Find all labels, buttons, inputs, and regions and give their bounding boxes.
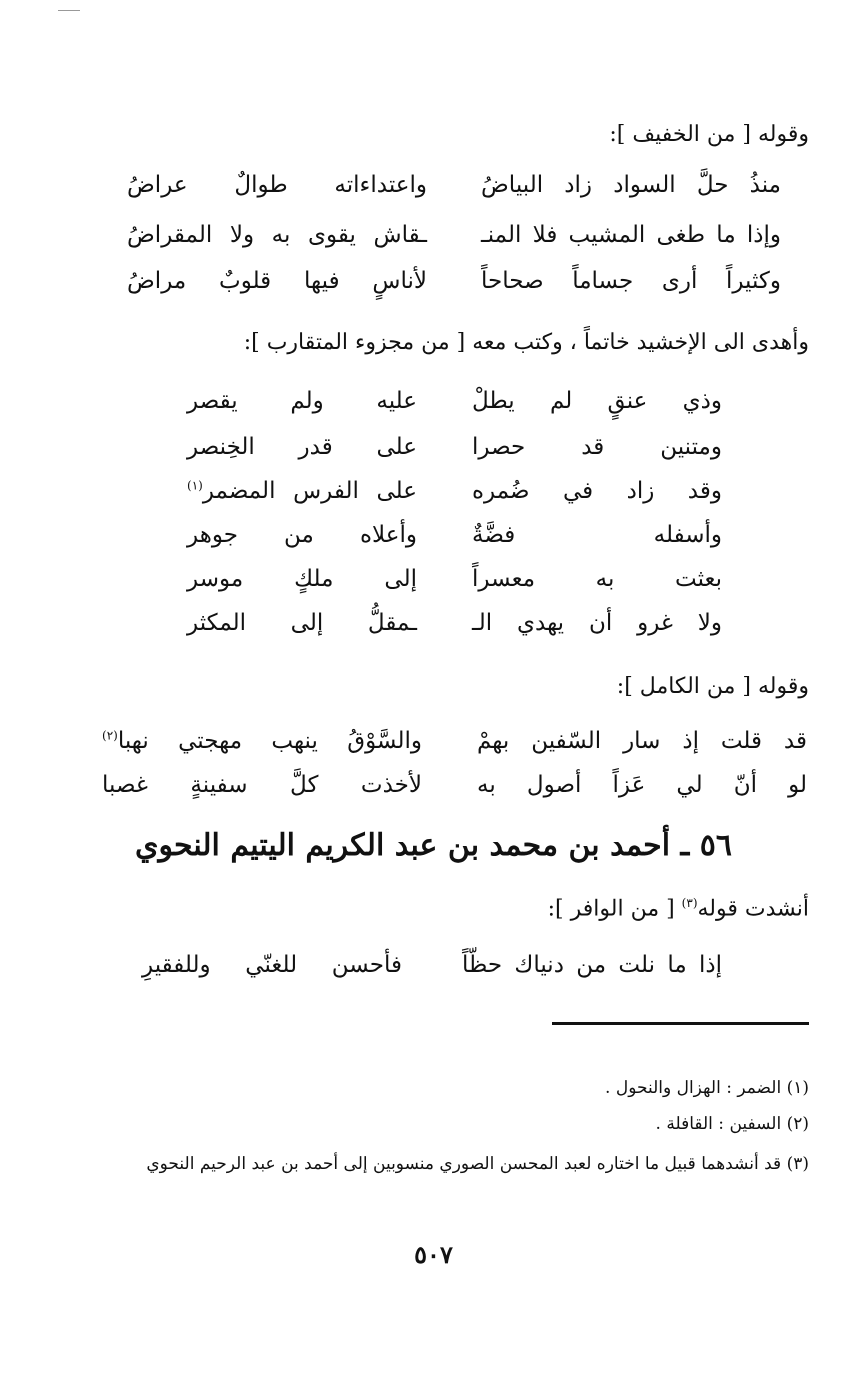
verse-second-hemistich: فأحسن للغنّي وللفقيرِ — [142, 952, 402, 978]
hemistich-text: والسَّوْقُ ينهب مهجتي نهبا — [117, 728, 422, 754]
footnote-ref: (١) — [187, 478, 203, 493]
corner-mark — [58, 10, 80, 11]
verse-second-hemistich: عليه ولم يقصر — [187, 388, 417, 414]
verse-first-hemistich: وأسفله فضَّةٌ — [472, 522, 722, 548]
verse-first-hemistich: وكثيراً أرى جساماً صحاحاً — [481, 268, 781, 294]
verse-second-hemistich: لأناسٍ فيها قلوبٌ مراضُ — [127, 268, 427, 294]
verse-first-hemistich: إذا ما نلت من دنياك حظّاً — [462, 952, 722, 978]
verse-line — [60, 952, 807, 992]
verse-first-hemistich: بعثت به معسراً — [472, 566, 722, 592]
verse-first-hemistich: ولا غرو أن يهدي الـ — [472, 610, 722, 636]
verse-line — [60, 268, 807, 308]
verse-second-hemistich — [187, 478, 417, 504]
verse-second-hemistich: على قدر الخِنصر — [187, 434, 417, 460]
verse-line — [60, 222, 807, 262]
verse-line — [60, 478, 807, 518]
verse-second-hemistich: ـقاش يقوى به ولا المقراضُ — [127, 222, 427, 248]
verse-first-hemistich: منذُ حلَّ السواد زاد البياضُ — [481, 172, 781, 198]
verse-second-hemistich: لأخذت كلَّ سفينةٍ غصبا — [102, 772, 422, 798]
page-number: ٥٠٧ — [414, 1240, 453, 1269]
verse-second-hemistich: ـمقلُّ إلى المكثر — [187, 610, 417, 636]
intro-wafir — [60, 896, 809, 921]
verse-line — [60, 172, 807, 212]
intro-kamil: وقوله [ من الكامل ]: — [616, 674, 809, 699]
footnote-1: (١) الضمر : الهزال والنحول . — [605, 1078, 809, 1098]
verse-second-hemistich — [102, 728, 422, 754]
intro-text: أنشدت قوله — [697, 896, 809, 922]
intro-meter: [ من الوافر ]: — [547, 896, 682, 922]
footnote-2: (٢) السفين : القافلة . — [655, 1114, 809, 1134]
intro-khafif: وقوله [ من الخفيف ]: — [609, 122, 809, 147]
verse-second-hemistich: وأعلاه من جوهر — [187, 522, 417, 548]
verse-first-hemistich: قد قلت إذ سار السّفين بهمْ — [477, 728, 807, 754]
footnote-ref: (٣) — [681, 896, 698, 910]
verse-first-hemistich: وقد زاد في ضُمره — [472, 478, 722, 504]
intro-mutaqarib: وأهدى الى الإخشيد خاتماً ، وكتب معه [ من مجزوء المتقارب ]: — [243, 330, 809, 355]
verse-first-hemistich: لو أنّ لي عَزاً أصول به — [477, 772, 807, 798]
verse-second-hemistich: واعتداءاته طوالٌ عراضُ — [127, 172, 427, 198]
verse-first-hemistich: وذي عنقٍ لم يطلْ — [472, 388, 722, 414]
verse-line — [60, 388, 807, 428]
hemistich-text: على الفرس المضمر — [202, 478, 417, 504]
footnote-ref: (٢) — [102, 728, 118, 743]
verse-second-hemistich: إلى ملكٍ موسر — [187, 566, 417, 592]
footnote-divider — [552, 1022, 809, 1025]
footnote-3: (٣) قد أنشدهما قبيل ما اختاره لعبد المحسن الصوري منسوبين إلى أحمد بن عبد الرحيم النحوي — [146, 1154, 809, 1174]
section-heading: ٥٦ ـ أحمد بن محمد بن عبد الكريم اليتيم النحوي — [135, 828, 732, 863]
verse-line — [60, 772, 807, 812]
verse-first-hemistich: وإذا ما طغى المشيب فلا المنـ — [481, 222, 781, 248]
verse-line — [60, 728, 807, 768]
verse-line — [60, 610, 807, 650]
verse-line — [60, 522, 807, 562]
verse-line — [60, 566, 807, 606]
verse-first-hemistich: ومتنين قد حصرا — [472, 434, 722, 460]
verse-line — [60, 434, 807, 474]
